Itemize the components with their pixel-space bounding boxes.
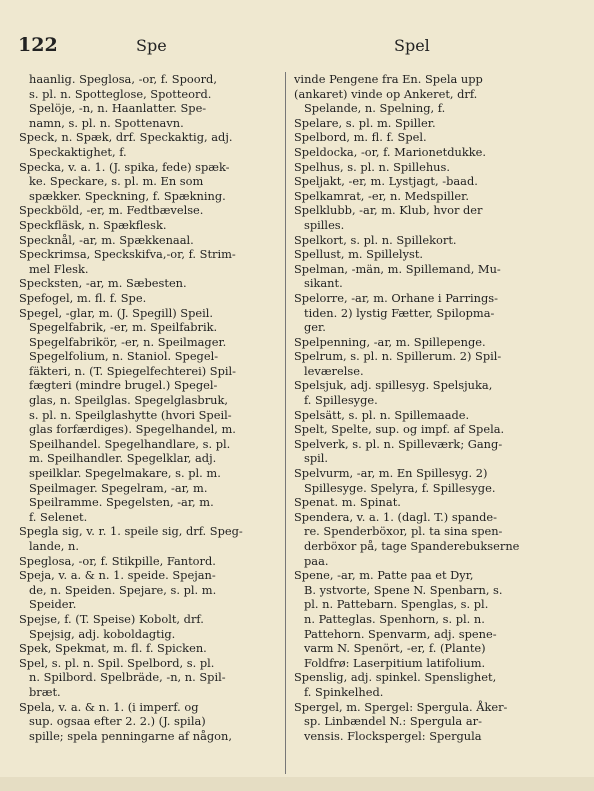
left-column — [19, 72, 286, 743]
text-line: Spelöje, -n, n. Haanlatter. Spe- — [29, 101, 207, 116]
text-line: (ankaret) vinde op Ankeret, drf. — [294, 86, 478, 101]
text-line: Spelman, -män, m. Spillemand, Mu- — [294, 261, 501, 276]
text-line: Speckfläsk, n. Spækflesk. — [19, 217, 167, 232]
text-line: Spergel, m. Spergel: Spergula. Åker- — [294, 699, 508, 714]
text-line: speilklar. Spegelmakare, s. pl. m. — [29, 466, 221, 481]
text-line: Speldocka, -or, f. Marionetdukke. — [294, 144, 486, 159]
text-line: m. Speilhandler. Spegelklar, adj. — [29, 451, 217, 466]
text-line: spilles. — [304, 217, 345, 232]
left-headword: Spe — [136, 36, 167, 55]
text-line: Spefogel, m. fl. f. Spe. — [19, 290, 147, 305]
text-line: s. pl. n. Spotteglose, Spotteord. — [29, 86, 212, 101]
text-line: Spelvurm, -ar, m. En Spillesyg. 2) — [294, 466, 488, 481]
text-line: Spelare, s. pl. m. Spiller. — [294, 115, 436, 130]
right-column — [294, 72, 560, 743]
text-line: fægteri (mindre brugel.) Spegel- — [29, 378, 218, 393]
text-line: f. Spillesyge. — [304, 393, 378, 408]
right-headword: Spel — [394, 36, 430, 55]
text-line: Spelsjuk, adj. spillesyg. Spelsjuka, — [294, 378, 493, 393]
page-bottom-edge — [0, 777, 594, 791]
text-line: Specka, v. a. 1. (J. spika, fede) spæk- — [19, 159, 230, 174]
text-line: Spejse, f. (T. Speise) Kobolt, drf. — [19, 611, 204, 626]
text-line: bræt. — [29, 684, 61, 699]
text-line: Spegla sig, v. r. 1. speile sig, drf. Speg- — [19, 524, 243, 539]
text-line: Spegel, -glar, m. (J. Spegill) Speil. — [19, 305, 214, 320]
text-line: re. Spenderböxor, pl. ta sina spen- — [304, 524, 503, 539]
text-line: paa. — [304, 553, 329, 568]
text-line: spille; spela penningarne af någon, — [29, 728, 232, 743]
text-line: s. pl. n. Speilglashytte (hvori Speil- — [29, 407, 232, 422]
text-line: Spelbord, m. fl. f. Spel. — [294, 130, 427, 145]
text-line: Foldfrø: Laserpitium latifolium. — [304, 655, 486, 670]
text-line: mel Flesk. — [29, 261, 89, 276]
text-line: de, n. Speiden. Spejare, s. pl. m. — [29, 582, 217, 597]
page-number: 122 — [18, 34, 58, 56]
text-line: ger. — [304, 320, 326, 335]
text-line: Spelkort, s. pl. n. Spillekort. — [294, 232, 457, 247]
text-line: derböxor på, tage Spanderebukserne — [304, 539, 520, 553]
text-line: sikant. — [304, 276, 343, 291]
text-line: Spela, v. a. & n. 1. (i imperf. og — [19, 699, 199, 714]
text-line: haanlig. Speglosa, -or, f. Spoord, — [29, 72, 217, 86]
text-line: Spegelfolium, n. Staniol. Spegel- — [29, 349, 219, 364]
text-line: Spenslig, adj. spinkel. Spenslighet, — [294, 670, 497, 685]
text-line: n. Patteglas. Spenhorn, s. pl. n. — [304, 611, 485, 626]
text-line: Spelklubb, -ar, m. Klub, hvor der — [294, 203, 483, 218]
text-line: Spelande, n. Spelning, f. — [304, 101, 446, 116]
text-line: fäkteri, n. (T. Spiegelfechterei) Spil- — [29, 363, 237, 378]
text-line: Spelt, Spelte, sup. og impf. af Spela. — [294, 422, 505, 437]
text-line: Spendera, v. a. 1. (dagl. T.) spande- — [294, 509, 497, 524]
text-line: tiden. 2) lystig Fætter, Spilopma- — [304, 305, 495, 320]
text-line: leværelse. — [304, 363, 364, 378]
text-line: pl. n. Pattebarn. Spenglas, s. pl. — [304, 597, 489, 612]
text-line: Spenat. m. Spinat. — [294, 495, 401, 510]
text-line: lande, n. — [29, 539, 80, 553]
text-line: vinde Pengene fra En. Spela upp — [294, 72, 483, 86]
text-line: vensis. Flockspergel: Spergula — [304, 728, 482, 743]
text-line: Spelpenning, -ar, m. Spillepenge. — [294, 334, 486, 349]
text-line: glas, n. Speilglas. Spegelglasbruk, — [29, 393, 229, 408]
text-line: f. Spinkelhed. — [304, 684, 384, 699]
text-line: Spegelfabrikör, -er, n. Speilmager. — [29, 334, 227, 349]
text-line: Specksten, -ar, m. Sæbesten. — [19, 276, 187, 291]
text-line: Spel, s. pl. n. Spil. Spelbord, s. pl. — [19, 655, 215, 670]
text-line: Speilhandel. Spegelhandlare, s. pl. — [29, 436, 231, 451]
text-line: Spegelfabrik, -er, m. Speilfabrik. — [29, 320, 218, 335]
text-line: glas forfærdiges). Spegelhandel, m. — [29, 422, 236, 437]
text-line: varm N. Spenört, -er, f. (Plante) — [304, 641, 486, 656]
text-line: Speckböld, -er, m. Fedtbævelse. — [19, 203, 204, 218]
text-line: Spelhus, s. pl. n. Spillehus. — [294, 159, 450, 174]
text-line: Speider. — [29, 597, 77, 612]
text-line: Speilmager. Spegelram, -ar, m. — [29, 480, 208, 495]
text-line: Spelorre, -ar, m. Orhane i Parrings- — [294, 290, 498, 305]
column-divider — [285, 72, 286, 774]
text-line: Speja, v. a. & n. 1. speide. Spejan- — [19, 568, 216, 583]
text-line: Speglosa, -or, f. Stikpille, Fantord. — [19, 553, 216, 568]
text-line: Speckrimsa, Speckskifva,-or, f. Strim- — [19, 247, 236, 262]
text-line: Pattehorn. Spenvarm, adj. spene- — [304, 626, 497, 641]
text-line: Spejsig, adj. koboldagtig. — [29, 626, 176, 641]
text-line: Specknål, -ar, m. Spækkenaal. — [19, 232, 194, 247]
text-line: spækker. Speckning, f. Spækning. — [29, 188, 226, 203]
text-line: Speilramme. Spegelsten, -ar, m. — [29, 495, 214, 510]
text-line: Spelrum, s. pl. n. Spillerum. 2) Spil- — [294, 349, 502, 364]
text-line: Speljakt, -er, m. Lystjagt, -baad. — [294, 174, 478, 189]
text-line: sp. Linbændel N.: Spergula ar- — [304, 714, 482, 729]
text-line: Spelverk, s. pl. n. Spilleværk; Gang- — [294, 436, 503, 451]
text-line: Spene, -ar, m. Patte paa et Dyr, — [294, 568, 474, 583]
text-line: f. Selenet. — [29, 509, 88, 524]
text-line: Speckaktighet, f. — [29, 144, 127, 159]
text-line: Speck, n. Spæk, drf. Speckaktig, adj. — [19, 130, 233, 145]
text-line: spil. — [304, 451, 329, 466]
page-header — [0, 34, 594, 58]
text-line: namn, s. pl. n. Spottenavn. — [29, 115, 184, 130]
text-line: ke. Speckare, s. pl. m. En som — [29, 174, 204, 189]
text-line: Spelsätt, s. pl. n. Spillemaade. — [294, 407, 470, 422]
text-line: B. ystvorte, Spene N. Spenbarn, s. — [304, 582, 503, 597]
text-line: Spelkamrat, -er, n. Medspiller. — [294, 188, 469, 203]
text-line: sup. ogsaa efter 2. 2.) (J. spila) — [29, 714, 206, 729]
text-line: Spillesyge. Spelyra, f. Spillesyge. — [304, 480, 496, 495]
text-line: Spellust, m. Spillelyst. — [294, 247, 424, 262]
text-line: n. Spilbord. Spelbräde, -n, n. Spil- — [29, 670, 226, 685]
text-line: Spek, Spekmat, m. fl. f. Spicken. — [19, 641, 207, 656]
